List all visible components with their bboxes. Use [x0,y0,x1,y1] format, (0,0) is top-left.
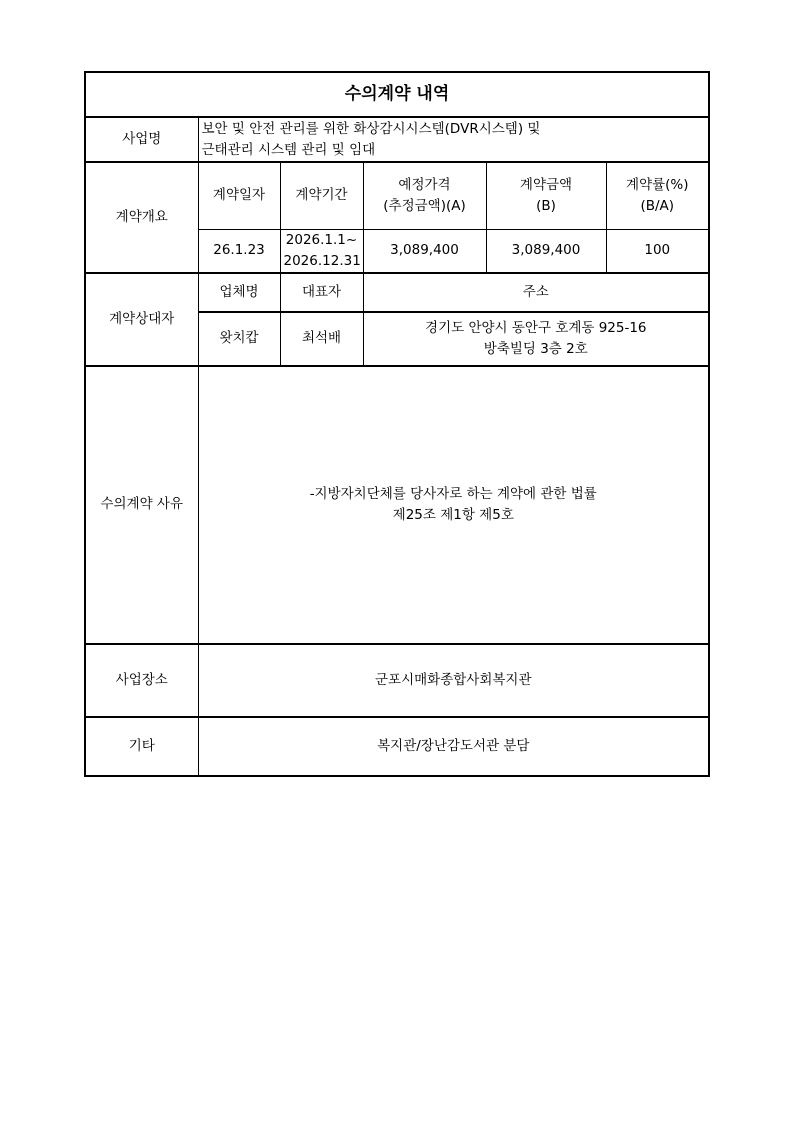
reason-line-2: 제25조 제1항 제5호 [392,506,514,523]
reason-value [198,366,709,644]
counterparty-label: 계약상대자 [85,273,198,366]
etc-label: 기타 [85,717,198,776]
representative-header: 대표자 [280,273,363,312]
project-name-line-2: 근태관리 시스템 관리 및 임대 [201,142,376,158]
estimated-price-value: 3,089,400 [363,229,486,273]
location-value: 군포시매화종합사회복지관 [198,644,709,717]
contract-period-value [280,229,363,273]
estimated-price-header-line-1: 예정가격 [398,176,451,193]
representative-value: 최석배 [280,312,363,366]
reason-line-1: -지방자치단체를 당사자로 하는 계약에 관한 법률 [309,485,597,502]
reason-label: 수의계약 사유 [85,366,198,644]
contract-period-line-1: 2026.1.1~ [285,231,358,248]
contract-date-header: 계약일자 [198,162,280,229]
estimated-price-header-line-2: (추정금액)(A) [383,197,466,214]
contract-amount-header-line-1: 계약금액 [519,176,573,193]
address-value [363,312,709,366]
contract-date-value: 26.1.23 [198,229,280,273]
contract-period-line-2: 2026.12.31 [283,252,361,269]
etc-value: 복지관/장난감도서관 분담 [198,717,709,776]
contract-rate-header [606,162,709,229]
address-header: 주소 [363,273,709,312]
contract-amount-header [486,162,606,229]
contract-overview-label: 계약개요 [85,162,198,273]
document-title: 수의계약 내역 [85,72,709,117]
contract-details-table [84,71,710,777]
contract-amount-header-line-2: (B) [536,197,556,214]
address-line-1: 경기도 안양시 동안구 호계동 925-16 [425,319,647,336]
project-name-line-1: 보안 및 안전 관리를 위한 화상감시시스템(DVR시스템) 및 [201,121,541,137]
company-name-value: 왓치캅 [198,312,280,366]
project-name-value [198,117,709,162]
contract-rate-header-line-2: (B/A) [640,197,675,214]
contract-rate-value: 100 [606,229,709,273]
contract-amount-value: 3,089,400 [486,229,606,273]
project-name-label: 사업명 [85,117,198,162]
company-name-header: 업체명 [198,273,280,312]
location-label: 사업장소 [85,644,198,717]
address-line-2: 방축빌딩 3층 2호 [483,340,588,357]
estimated-price-header [363,162,486,229]
contract-period-header: 계약기간 [280,162,363,229]
contract-rate-header-line-1: 계약률(%) [626,176,689,193]
